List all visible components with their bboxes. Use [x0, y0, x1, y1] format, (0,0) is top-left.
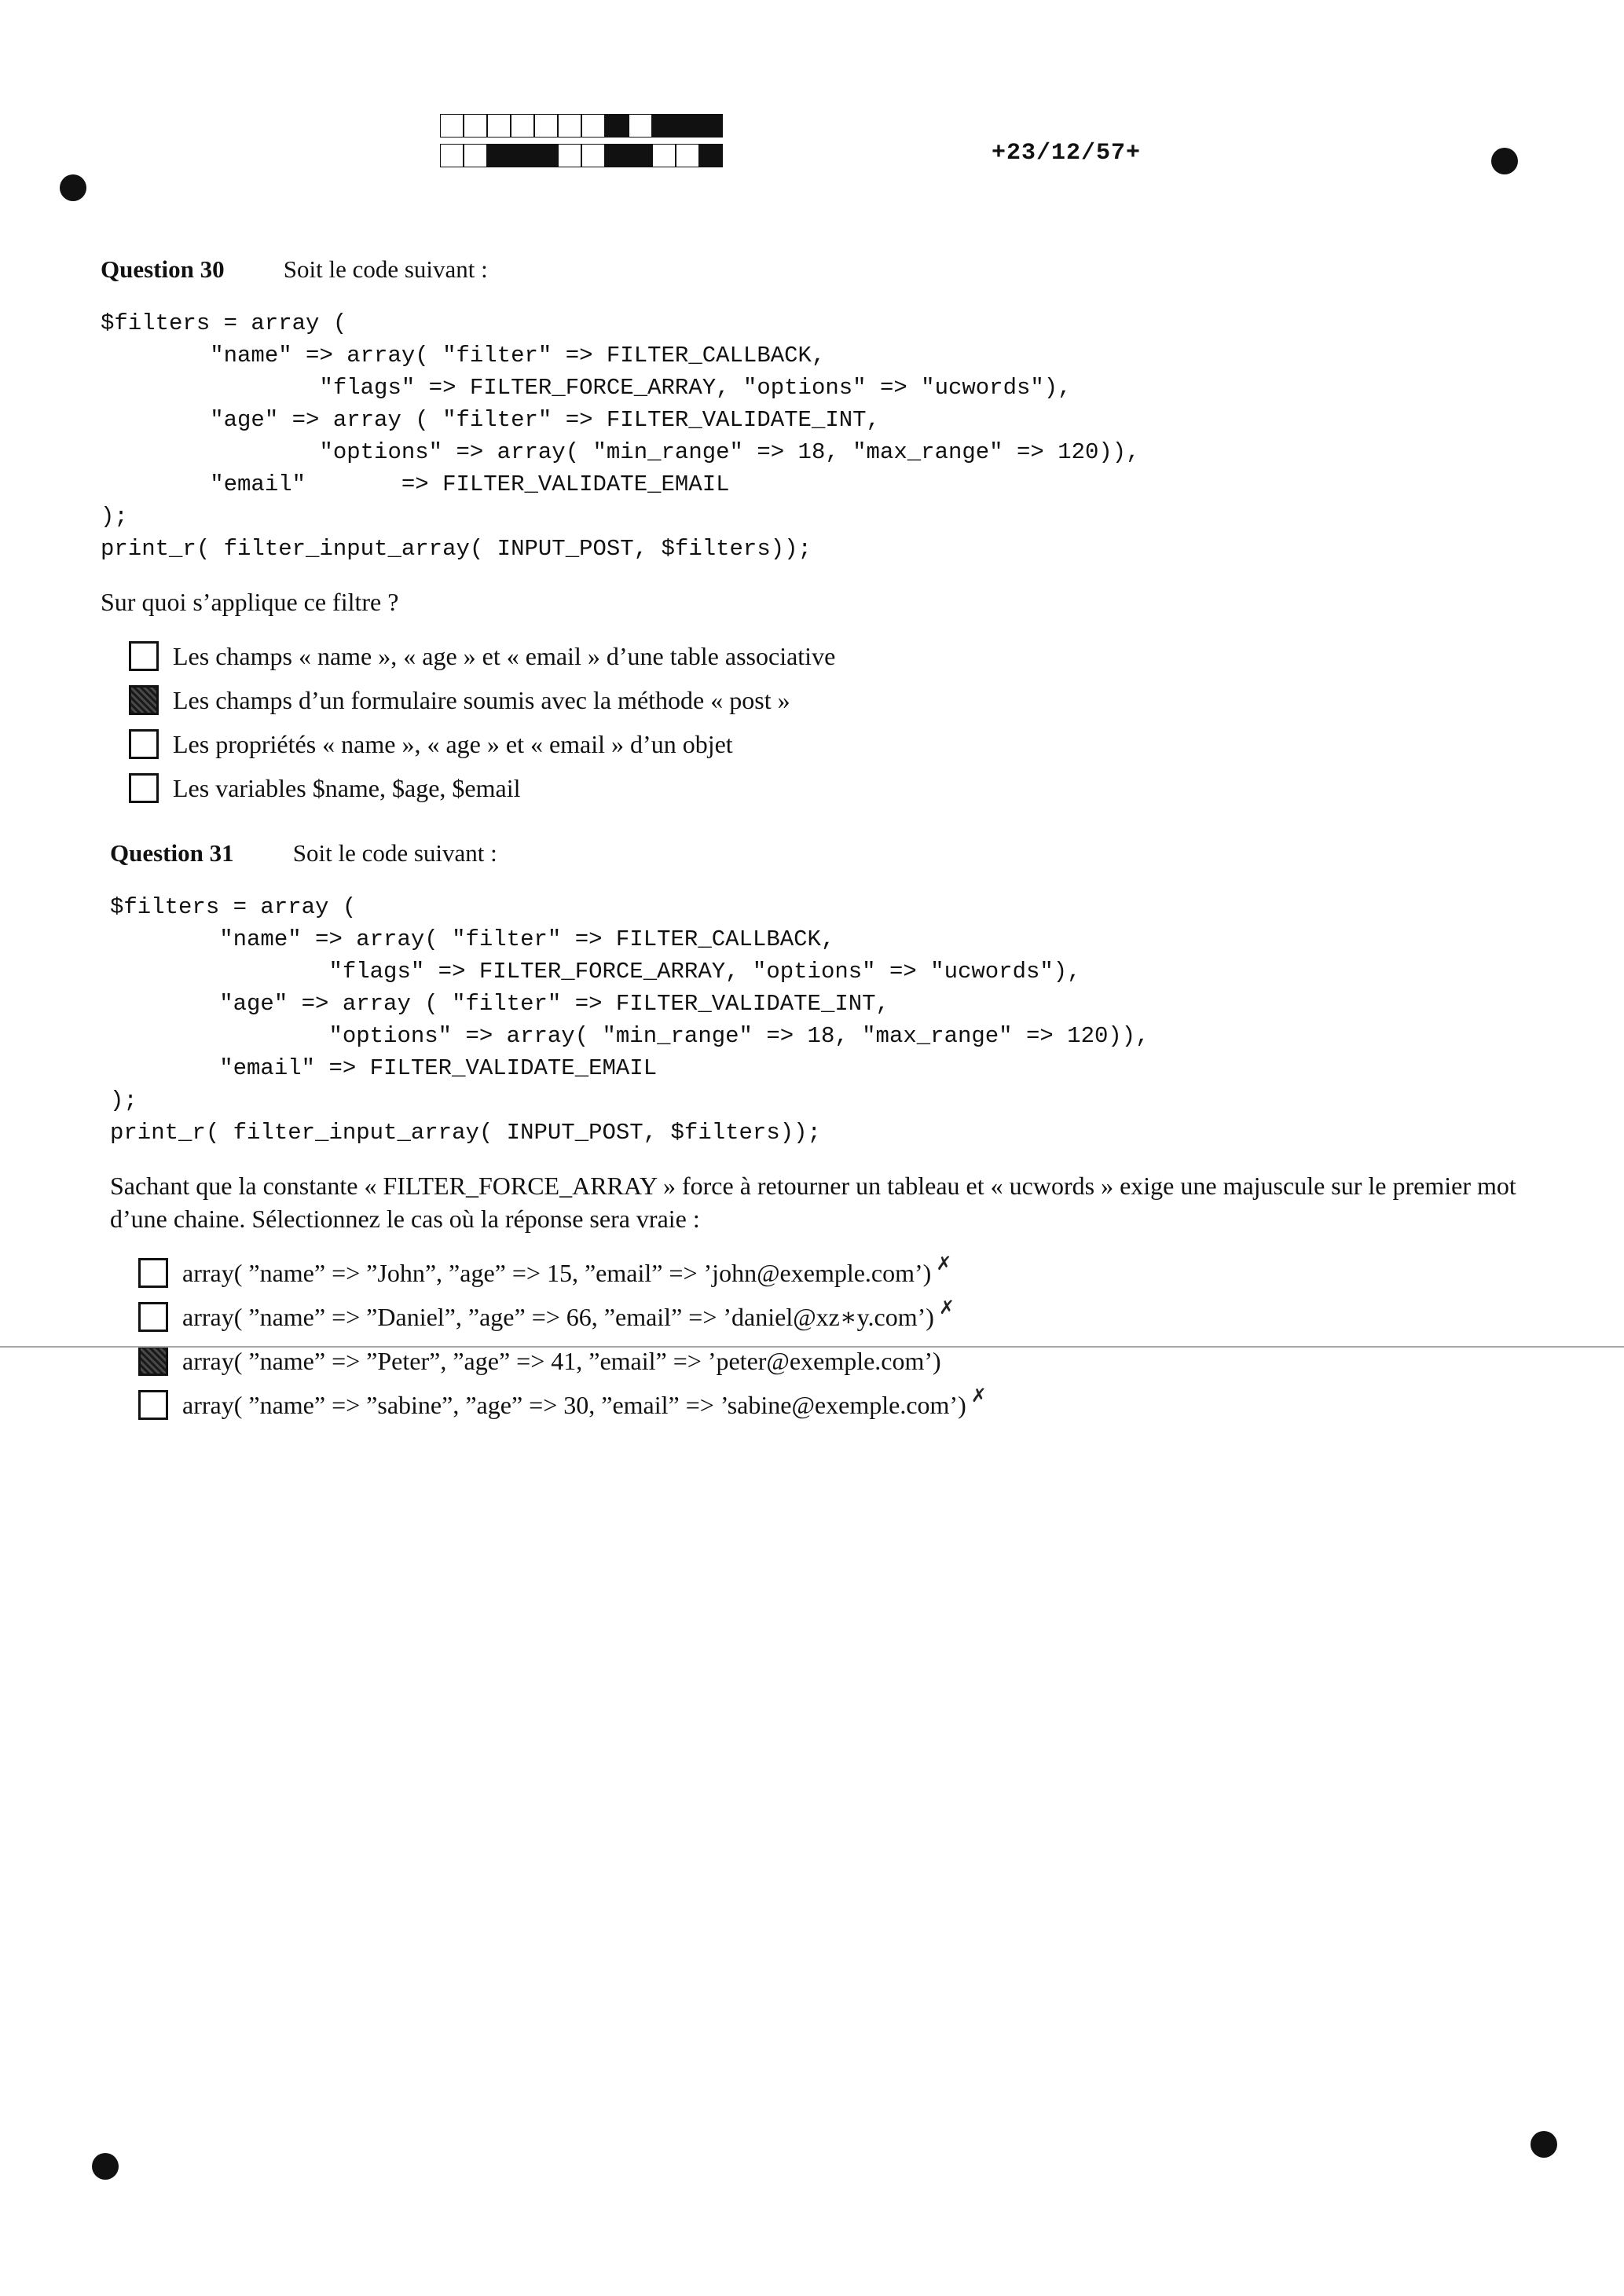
barcode-cell: [699, 144, 723, 167]
code-line: "options" => array( "min_range" => 18, "max_range" => 120)),: [110, 1023, 1149, 1049]
checkbox[interactable]: [129, 773, 159, 803]
question-header: [110, 839, 1532, 867]
barcode-cell: [652, 144, 676, 167]
barcode-cell: [676, 114, 699, 138]
answer-option[interactable]: [129, 678, 1523, 722]
barcode-cell: [440, 114, 464, 138]
question-header: [101, 255, 1523, 284]
question-30: [101, 255, 1523, 810]
code-line: );: [101, 504, 128, 530]
code-line: "options" => array( "min_range" => 18, "max_range" => 120)),: [101, 439, 1140, 465]
barcode-cell: [558, 114, 581, 138]
question-label: Question 31: [110, 839, 234, 867]
barcode-cell: [511, 144, 534, 167]
checkbox[interactable]: [129, 641, 159, 671]
code-line: "flags" => FILTER_FORCE_ARRAY, "options" => "ucwords"),: [101, 375, 1072, 401]
barcode-row: [440, 114, 723, 139]
answer-text: array( ”name” => ”Daniel”, ”age” => 66, ”email” => ’daniel@xz∗y.com’): [182, 1303, 934, 1331]
answer-text: Les propriétés « name », « age » et « email » d’un objet: [173, 729, 733, 758]
code-line: "age" => array ( "filter" => FILTER_VALIDATE_INT,: [110, 991, 889, 1017]
checkbox[interactable]: [129, 729, 159, 759]
answer-text: Les champs d’un formulaire soumis avec la méthode « post »: [173, 685, 790, 714]
question-intro: Soit le code suivant :: [292, 839, 497, 867]
barcode-cell: [676, 144, 699, 167]
code-line: $filters = array (: [101, 310, 347, 336]
handwritten-cross-mark: ✗: [936, 1253, 952, 1275]
answer-option[interactable]: [129, 766, 1523, 810]
barcode-cell: [464, 114, 487, 138]
handwritten-cross-mark: ✗: [970, 1385, 987, 1407]
answer-option[interactable]: [138, 1251, 1532, 1295]
registration-mark-bottom-right: [1531, 2131, 1557, 2158]
code-line: "flags" => FILTER_FORCE_ARRAY, "options" => "ucwords"),: [110, 959, 1081, 985]
question-31: [110, 839, 1532, 1427]
barcode-row: [440, 144, 723, 169]
scan-fold-line: [0, 1346, 1624, 1348]
code-line: $filters = array (: [110, 894, 357, 920]
barcode-cell: [487, 114, 511, 138]
code-line: "email" => FILTER_VALIDATE_EMAIL: [101, 471, 730, 497]
barcode-cell: [605, 144, 629, 167]
code-line: "name" => array( "filter" => FILTER_CALLBACK,: [101, 343, 826, 369]
code-line: print_r( filter_input_array( INPUT_POST, $filters));: [101, 536, 812, 562]
code-line: "name" => array( "filter" => FILTER_CALLBACK,: [110, 926, 835, 952]
page-code: +23/12/57+: [992, 140, 1142, 167]
answer-option[interactable]: [138, 1295, 1532, 1339]
answer-option[interactable]: [129, 722, 1523, 766]
question-intro: Soit le code suivant :: [283, 255, 488, 283]
checked-checkbox[interactable]: [129, 685, 159, 715]
barcode-cell: [629, 144, 652, 167]
checkbox[interactable]: [138, 1302, 168, 1332]
checkbox[interactable]: [138, 1258, 168, 1288]
barcode-cell: [652, 114, 676, 138]
answer-list: [101, 634, 1523, 810]
answer-text: Les champs « name », « age » et « email » d’une table associative: [173, 641, 836, 670]
barcode-cell: [534, 144, 558, 167]
barcode-cell: [558, 144, 581, 167]
barcode-cell: [629, 114, 652, 138]
checked-checkbox[interactable]: [138, 1346, 168, 1376]
registration-mark-top-left: [60, 174, 86, 201]
barcode-cell: [511, 114, 534, 138]
answer-text: array( ”name” => ”Peter”, ”age” => 41, ”email” => ’peter@exemple.com’): [182, 1346, 941, 1375]
registration-mark-top-right: [1491, 148, 1518, 174]
barcode-cell: [487, 144, 511, 167]
code-block: [110, 891, 1532, 1149]
barcode-cell: [534, 114, 558, 138]
checkbox[interactable]: [138, 1390, 168, 1420]
code-line: "age" => array ( "filter" => FILTER_VALIDATE_INT,: [101, 407, 880, 433]
answer-text: array( ”name” => ”sabine”, ”age” => 30, ”email” => ’sabine@exemple.com’): [182, 1390, 966, 1419]
code-line: );: [110, 1087, 137, 1113]
answer-text: Les variables $name, $age, $email: [173, 773, 521, 802]
answer-list: [110, 1251, 1532, 1427]
question-prompt: Sur quoi s’applique ce filtre ?: [101, 588, 399, 616]
barcode-cell: [464, 144, 487, 167]
code-line: "email" => FILTER_VALIDATE_EMAIL: [110, 1055, 658, 1081]
barcode-cell: [581, 144, 605, 167]
barcode-cell: [605, 114, 629, 138]
barcode-cell: [440, 144, 464, 167]
barcode-cell: [581, 114, 605, 138]
registration-mark-bottom-left: [92, 2153, 119, 2180]
code-line: print_r( filter_input_array( INPUT_POST, $filters));: [110, 1120, 821, 1146]
answer-text: array( ”name” => ”John”, ”age” => 15, ”email” => ’john@exemple.com’): [182, 1258, 932, 1287]
page-barcode: [440, 114, 723, 174]
question-prompt: Sachant que la constante « FILTER_FORCE_ARRAY » force à retourner un tableau et « ucwords » exige une majuscule sur le premier mot d’une chaine. Sélectionnez le cas où la réponse sera vraie :: [110, 1172, 1516, 1233]
answer-option[interactable]: [129, 634, 1523, 678]
barcode-cell: [699, 114, 723, 138]
code-block: [101, 307, 1523, 565]
question-label: Question 30: [101, 255, 225, 283]
handwritten-cross-mark: ✗: [938, 1297, 955, 1319]
answer-option[interactable]: [138, 1383, 1532, 1427]
